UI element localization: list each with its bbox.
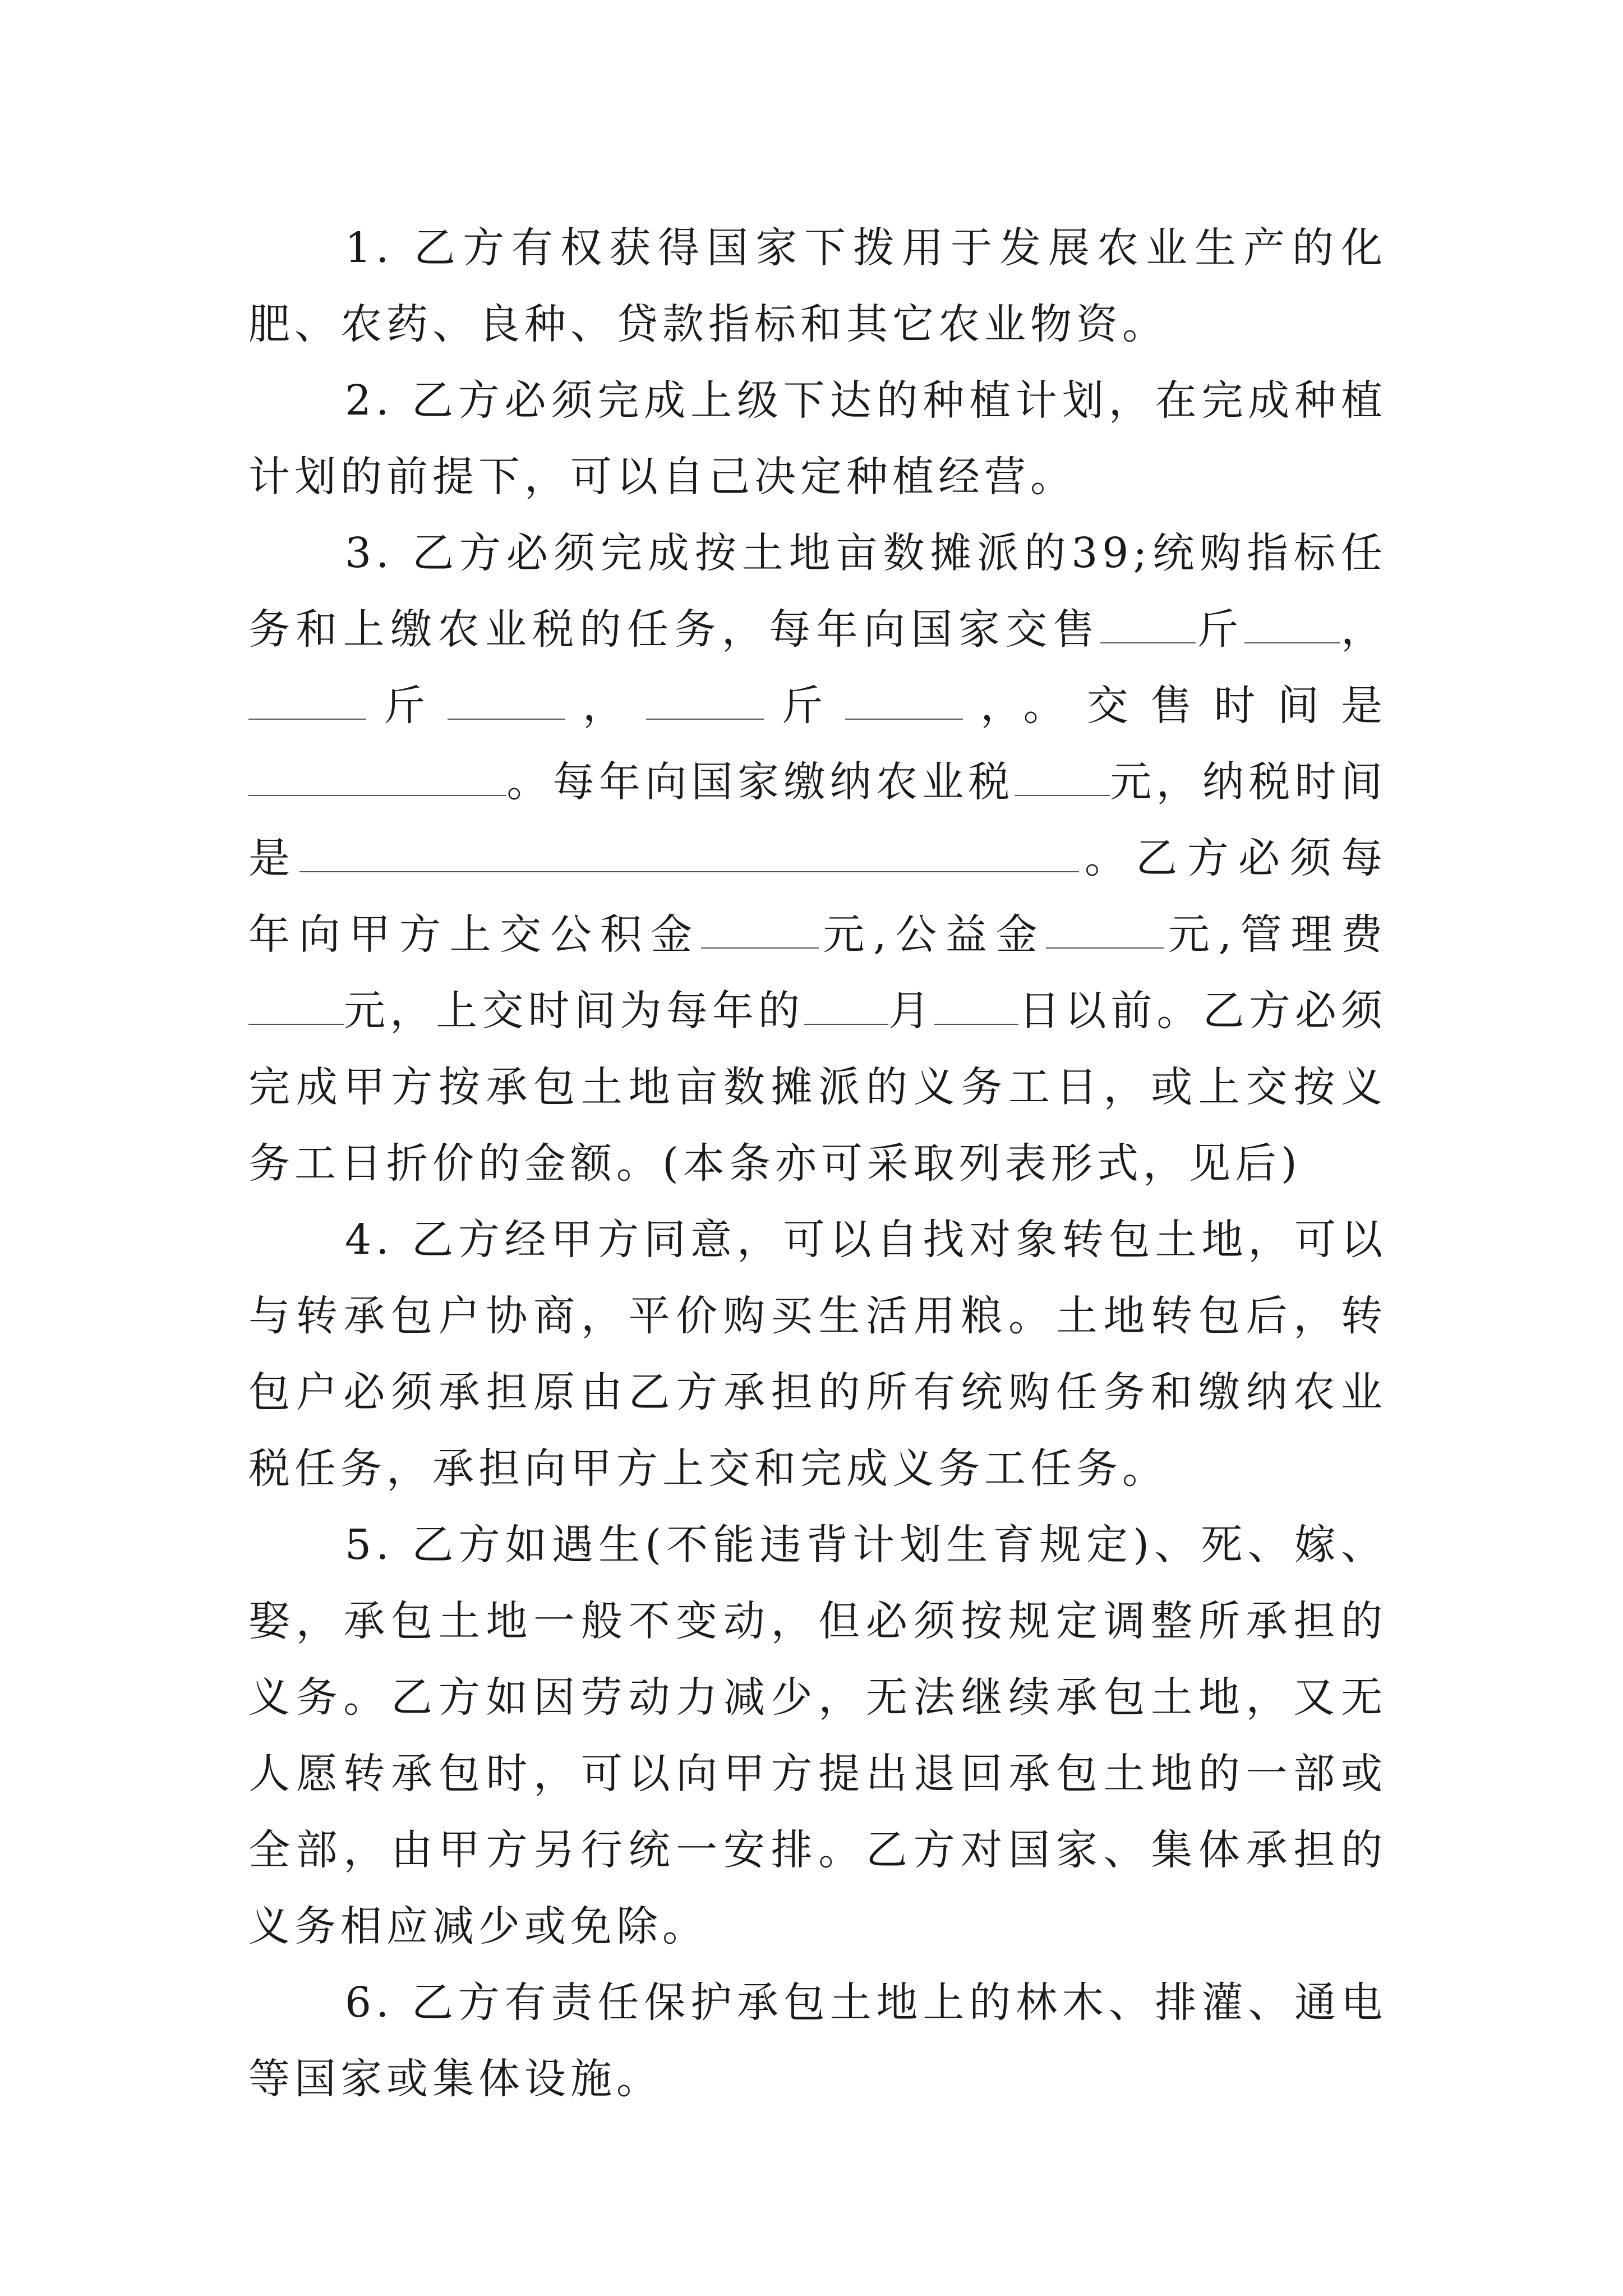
blank-field[interactable] <box>1244 597 1340 643</box>
blank-field[interactable] <box>248 979 344 1025</box>
clause-3-text: 元，纳税时间是 <box>248 758 1387 882</box>
clause-3-text: 。乙方必须每年向甲方上交公积金 <box>248 834 1387 959</box>
blank-field[interactable] <box>804 979 888 1025</box>
blank-field[interactable] <box>299 826 1079 872</box>
blank-field[interactable] <box>646 674 764 720</box>
clause-2: 2. 乙方必须完成上级下达的种植计划，在完成种植计划的前提下，可以自己决定种植经营。 <box>248 376 1387 501</box>
clause-3-text: ，。交售时间是 <box>962 682 1387 730</box>
blank-field[interactable] <box>1046 903 1164 949</box>
clause-3 <box>248 515 1387 1202</box>
clause-5: 5. 乙方如遇生(不能违背计划生育规定)、死、嫁、娶，承包土地一般不变动，但必须按规定调整所承担的义务。乙方如因劳动力减少，无法继续承包土地，又无人愿转承包时，可以向甲方提出退回承包土地的一部或全部，由甲方另行统一安排。乙方对国家、集体承担的义务相应减少或免除。 <box>248 1521 1387 1950</box>
clause-3-text: 斤 <box>1195 605 1244 654</box>
blank-field[interactable] <box>448 674 565 720</box>
blank-field[interactable] <box>934 979 1018 1025</box>
blank-field[interactable] <box>248 750 506 796</box>
clause-3-text: 3. 乙方必须完成按土地亩数摊派的39;统购指标任务和上缴农业税的任务，每年向国家交售 <box>248 529 1387 654</box>
clause-3-text: 。每年向国家缴纳农业税 <box>506 758 1015 806</box>
clause-1: 1. 乙方有权获得国家下拨用于发展农业生产的化肥、农药、良种、贷款指标和其它农业物资。 <box>248 224 1387 348</box>
clause-3-text: 日以前。乙方必须完成甲方按承包土地亩数摊派的义务工日，或上交按义务工日折价的金额。(本条亦可采取列表形式，见后) <box>248 987 1387 1188</box>
blank-field[interactable] <box>701 903 819 949</box>
clause-3-text: ， <box>1339 605 1387 654</box>
clause-4: 4. 乙方经甲方同意，可以自找对象转包土地，可以与转承包户协商，平价购买生活用粮。土地转包后，转包户必须承担原由乙方承担的所有统购任务和缴纳农业税任务，承担向甲方上交和完成义务工任务。 <box>248 1216 1387 1493</box>
blank-field[interactable] <box>248 674 366 720</box>
clause-3-text: 元,管理费 <box>1164 910 1387 959</box>
clause-3-text: 元，上交时间为每年的 <box>344 987 805 1035</box>
blank-field[interactable] <box>1100 597 1196 643</box>
clause-3-text: 斤 <box>764 682 845 730</box>
blank-field[interactable] <box>1015 750 1110 796</box>
blank-field[interactable] <box>845 674 963 720</box>
clause-6: 6. 乙方有责任保护承包土地上的林木、排灌、通电等国家或集体设施。 <box>248 1978 1387 2103</box>
clause-3-text: ， <box>565 682 647 730</box>
clause-3-text: 元,公益金 <box>818 910 1046 959</box>
clause-3-text: 斤 <box>366 682 448 730</box>
clause-3-text: 月 <box>888 987 935 1035</box>
contract-body <box>248 210 1387 2117</box>
